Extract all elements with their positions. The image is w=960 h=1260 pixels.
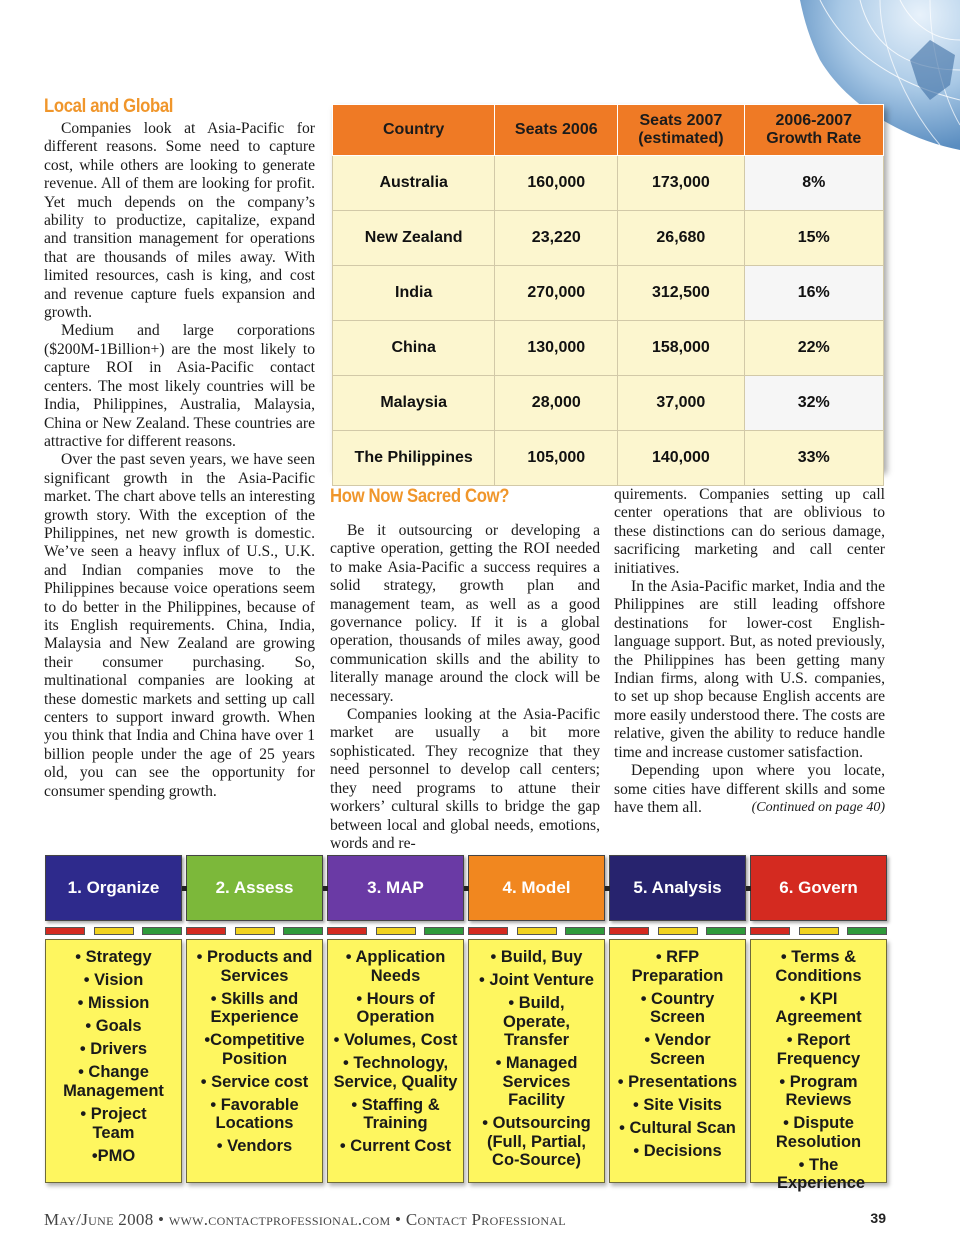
list-item: • Dispute Resolution (775, 1114, 862, 1151)
list-item: • Volumes, Cost (333, 1031, 458, 1050)
organize-list (45, 939, 182, 1183)
status-bar-yellow (517, 927, 557, 935)
status-bar-yellow (376, 927, 416, 935)
status-bar-green (283, 927, 323, 935)
list-item: • Current Cost (339, 1137, 452, 1156)
status-bar-yellow (235, 927, 275, 935)
cell-growth: 15% (744, 211, 883, 266)
list-item: • Strategy (75, 948, 152, 966)
table-row (333, 266, 884, 321)
list-item: • Staffing & Training (351, 1095, 440, 1133)
connector (182, 886, 187, 891)
heading-how-now-sacred-cow: How Now Sacred Cow? (330, 486, 510, 507)
table-row (333, 376, 884, 431)
list-item: • Technology, Service, Quality (333, 1054, 458, 1091)
header-seats-2006: Seats 2006 (495, 105, 618, 156)
cell-country: Malaysia (333, 376, 495, 431)
status-bar-green (142, 927, 182, 935)
table-row (333, 321, 884, 376)
connector (323, 886, 328, 891)
page-number: 39 (870, 1210, 886, 1226)
cell-seats-2006: 23,220 (495, 211, 618, 266)
status-bars (327, 927, 464, 935)
list-item: • Program Reviews (779, 1072, 858, 1110)
paragraph: quirements. Companies setting up call center operations that are oblivious to these distinctions can do serious damage, sacrificing marketing and call center initiatives. (614, 486, 885, 577)
list-item: • Service cost (200, 1072, 309, 1091)
list-item: • Favorable Locations (210, 1095, 299, 1133)
list-item: • Build, Operate, Transfer (503, 994, 570, 1050)
list-item: • Project Team (80, 1105, 147, 1142)
cell-seats-2007: 140,000 (618, 431, 744, 486)
cell-seats-2006: 105,000 (495, 431, 618, 486)
cell-country: New Zealand (333, 211, 495, 266)
cell-seats-2007: 158,000 (618, 321, 744, 376)
page-footer (44, 1210, 886, 1230)
stage-organize: 1. Organize (45, 855, 182, 921)
table-row (333, 156, 884, 211)
paragraph: In the Asia-Pacific market, India and the Philippines are still leading offshore destinations for lower-cost English-language support. But, as noted previously, the Philippines has been getting many Indian firms, along with U.S. companies, to set up shop because English accents are more easily understood there. The costs are relative, given the ability to reduce handle time and increase customer satisfaction. (614, 578, 885, 761)
status-bars (186, 927, 323, 935)
list-item: •Competitive Position (204, 1031, 305, 1068)
cell-growth: 16% (744, 266, 883, 321)
header-growth-rate-text: 2006-2007 Growth Rate (766, 112, 862, 147)
cell-seats-2007: 173,000 (618, 156, 744, 211)
footer-text: May/June 2008 • www.contactprofessional.com • Contact Professional (44, 1210, 566, 1229)
assess-list (186, 939, 323, 1183)
list-item: • The Experience (777, 1155, 866, 1193)
list-item: • Vision (83, 971, 144, 990)
paragraph: Companies looking at the Asia-Pacific market are usually a bit more sophisticated. They recognize that they need personnel to develop call centers; they need programs to attune their workers’ cultural skills to bridge the gap between local and global needs, emotions, words and re- (330, 706, 600, 852)
list-item: • Products and Services (196, 948, 313, 985)
status-bar-red (750, 927, 790, 935)
cell-seats-2007: 26,680 (618, 211, 744, 266)
paragraph: Companies look at Asia-Pacific for different reasons. Some need to capture cost, while others are looking to generate revenue. All of them are looking for profit. Yet much depends on the company’s ability to productize, capitalize, expand and transition management for operations that are thousands of miles away. With limited resources, cash is king, and cost and revenue capture fuels expansion and growth. (44, 120, 315, 322)
list-item: •PMO (91, 1146, 136, 1165)
list-item: • Managed Services Facility (495, 1054, 578, 1110)
cell-seats-2006: 28,000 (495, 376, 618, 431)
stage-model: 4. Model (468, 855, 605, 921)
cell-country: The Philippines (333, 431, 495, 486)
status-bar-red (186, 927, 226, 935)
list-item: • Joint Venture (479, 971, 594, 990)
status-bar-green (847, 927, 887, 935)
stage-analysis: 5. Analysis (609, 855, 746, 921)
list-item: • Skills and Experience (210, 989, 299, 1027)
table-row (333, 211, 884, 266)
cell-seats-2007: 312,500 (618, 266, 744, 321)
cell-country: Australia (333, 156, 495, 211)
model-list (468, 939, 605, 1183)
status-bar-red (45, 927, 85, 935)
status-bar-green (565, 927, 605, 935)
status-bars (750, 927, 887, 935)
list-item: • Drivers (79, 1040, 148, 1059)
list-item: • Change Management (63, 1063, 164, 1100)
govern-list (750, 939, 887, 1193)
status-bar-yellow (658, 927, 698, 935)
stage-govern: 6. Govern (750, 855, 887, 921)
cell-country: India (333, 266, 495, 321)
list-item: • Outsourcing (Full, Partial, Co-Source) (482, 1114, 591, 1170)
status-bar-red (327, 927, 367, 935)
paragraph: Medium and large corporations ($200M-1Billion+) are the most likely to capture ROI in Asia-Pacific contact centers. The most likely countries will be India, Philippines, Australia, Malaysia, China or New Zealand. These countries are attractive for different reasons. (44, 322, 315, 450)
column-1 (44, 96, 315, 801)
connector (464, 886, 469, 891)
connector (605, 886, 610, 891)
list-item: • Country Screen (640, 989, 715, 1027)
list-item: • Goals (85, 1017, 142, 1036)
list-item: • Mission (77, 994, 150, 1013)
status-bar-red (609, 927, 649, 935)
cell-growth: 8% (744, 156, 883, 211)
list-item: • KPI Agreement (775, 989, 862, 1027)
paragraph: Be it outsourcing or developing a captive operation, getting the ROI needed to make Asia-Pacific a success requires a solid strategy, growth plan and management team, as well as a good governance policy. If it is a global operation, thousands of miles away, good communication skills and the ability to literally manage around the clock will be necessary. (330, 522, 600, 705)
list-item: • Report Frequency (776, 1031, 861, 1068)
cell-seats-2006: 160,000 (495, 156, 618, 211)
cell-growth: 33% (744, 431, 883, 486)
list-item: • Presentations (617, 1072, 738, 1091)
continued-note: (Continued on page 40) (751, 799, 885, 815)
paragraph (614, 762, 885, 817)
paragraph: Over the past seven years, we have seen significant growth in the Asia-Pacific market. The chart above tells an interesting growth story. With the exception of the Philippines, net new growth is domestic. We’ve seen a heavy influx of U.S., U.K. and Indian companies move to the Philippines because voice operations seem to do better in the Philippines, because of its English requirements. China, India, Malaysia and New Zealand are growing their consumer purchasing. So, multinational companies are looking at these domestic markets and setting up call centers to support inward growth. When you think that India and China have over 1 billion people under the age of 25 years old, you can see the opportunity for consumer spending growth. (44, 451, 315, 800)
header-country: Country (333, 105, 495, 156)
header-growth-rate (744, 105, 883, 156)
list-item: • Vendors (216, 1137, 293, 1156)
column-2 (330, 486, 600, 853)
cell-country: China (333, 321, 495, 376)
cell-growth: 22% (744, 321, 883, 376)
connector (746, 886, 751, 891)
table-row (333, 431, 884, 486)
paragraph-text: Depending upon where you locate, some cities have different skills and some have them all. (614, 762, 885, 816)
stage-map: 3. MAP (327, 855, 464, 921)
status-bar-yellow (94, 927, 134, 935)
list-item: • Build, Buy (490, 948, 583, 966)
cell-seats-2006: 270,000 (495, 266, 618, 321)
map-list (327, 939, 464, 1183)
list-item: • Cultural Scan (619, 1118, 736, 1137)
list-item: • RFP Preparation (631, 948, 724, 985)
column-3 (614, 486, 885, 817)
status-bar-yellow (799, 927, 839, 935)
list-item: • Decisions (633, 1142, 722, 1161)
cell-growth: 32% (744, 376, 883, 431)
list-item: • Vendor Screen (644, 1031, 711, 1068)
list-item: • Hours of Operation (356, 989, 435, 1027)
status-bar-green (706, 927, 746, 935)
status-bar-red (468, 927, 508, 935)
heading-local-and-global: Local and Global (44, 96, 174, 117)
cell-seats-2006: 130,000 (495, 321, 618, 376)
header-seats-2007 (618, 105, 744, 156)
status-bar-green (424, 927, 464, 935)
header-seats-2007-text: Seats 2007 (estimated) (638, 112, 724, 147)
list-item: • Site Visits (633, 1095, 722, 1114)
list-item: • Application Needs (345, 948, 446, 985)
status-bars (609, 927, 746, 935)
stage-assess: 2. Assess (186, 855, 323, 921)
status-bars (45, 927, 182, 935)
status-bars (468, 927, 605, 935)
seats-table (332, 104, 884, 470)
cell-seats-2007: 37,000 (618, 376, 744, 431)
analysis-list (609, 939, 746, 1183)
list-item: • Terms & Conditions (775, 948, 862, 985)
